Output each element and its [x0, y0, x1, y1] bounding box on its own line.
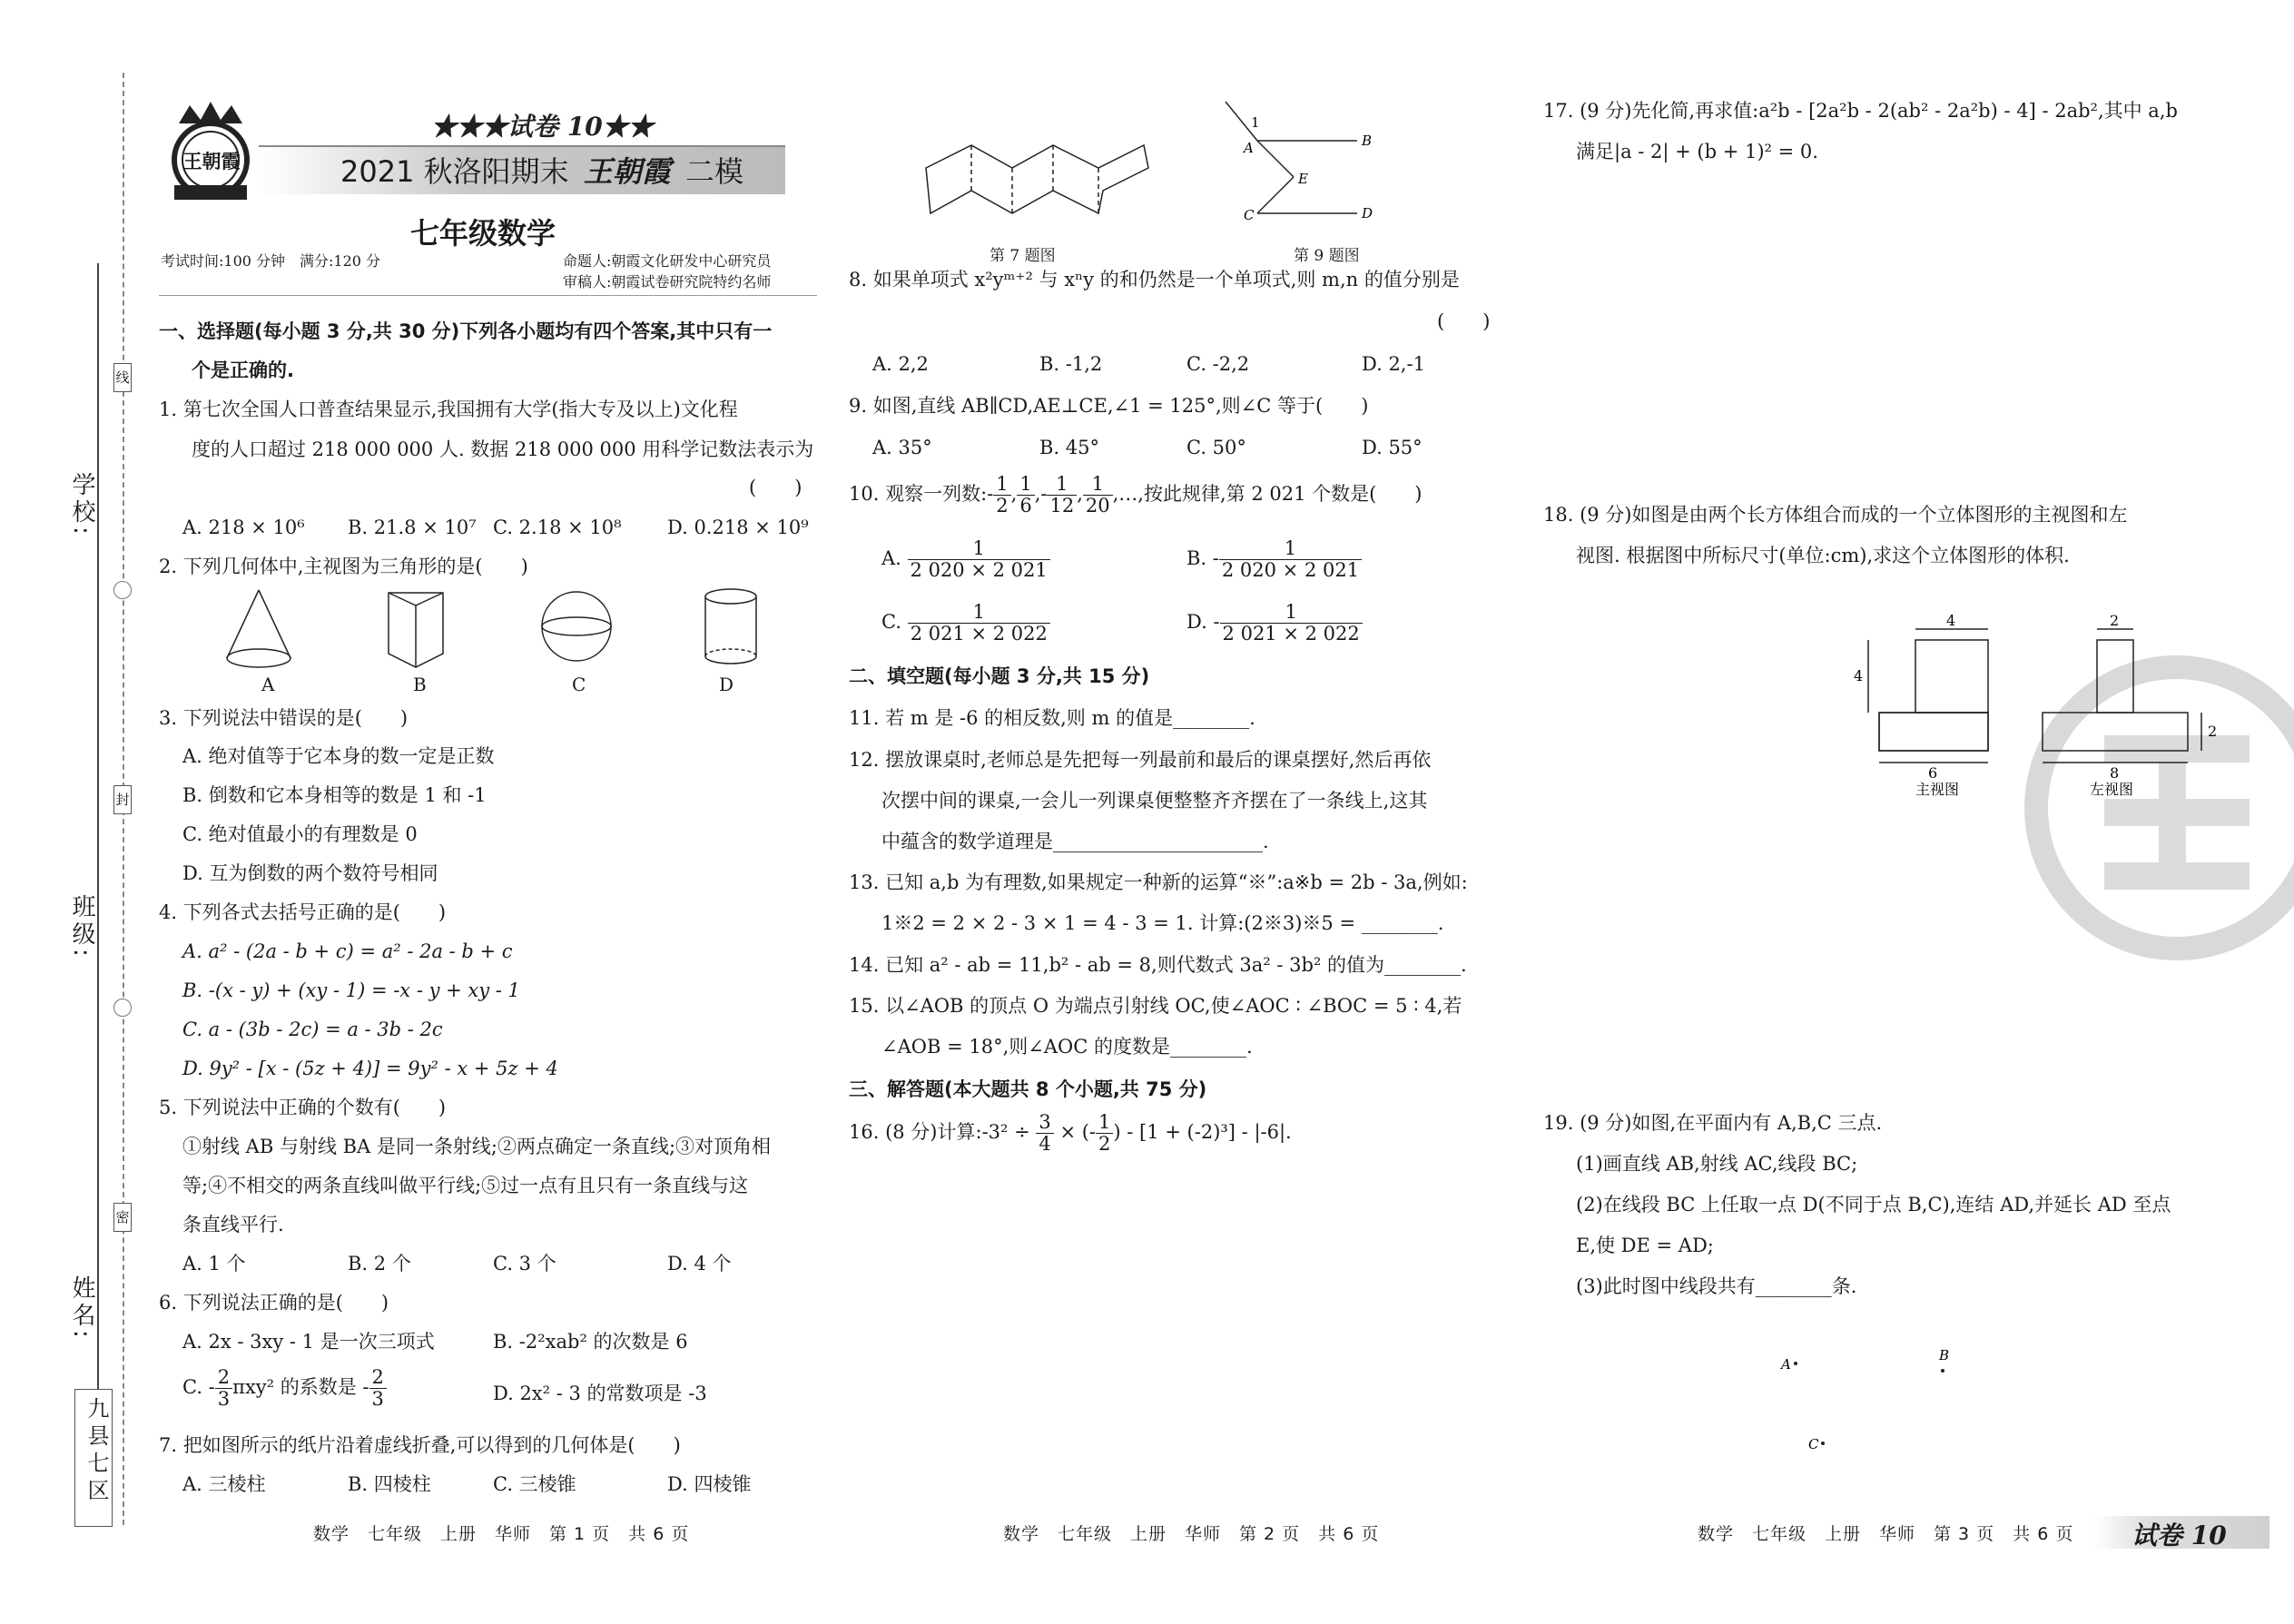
- name-label: 姓名:: [68, 1275, 95, 1342]
- fig18-dim-8: 8: [2110, 764, 2120, 782]
- subject-title: 七年级数学: [410, 216, 556, 251]
- fig18-dim-4-left: 4: [1854, 667, 1864, 684]
- brand-logo: [161, 98, 261, 207]
- q18-line2: 视图. 根据图中所标尺寸(单位:cm),求这个立体图形的体积.: [1576, 545, 2070, 566]
- q12-line1: 12. 摆放课桌时,老师总是先把每一列最前和最后的课桌摆好,然后再依: [849, 749, 1432, 771]
- footer-badge: 试卷 10: [2132, 1521, 2227, 1550]
- q3-option-a: A. 绝对值等于它本身的数一定是正数: [182, 745, 495, 767]
- q6-option-b: B. -2²xab² 的次数是 6: [493, 1331, 688, 1353]
- header-rule: [159, 295, 817, 296]
- q19-line4: E,使 DE = AD;: [1576, 1235, 1714, 1256]
- q19-line5: (3)此时图中线段共有________条.: [1576, 1275, 1857, 1297]
- binding-margin: [0, 0, 154, 1624]
- fig9-label-e: E: [1298, 171, 1308, 187]
- q8-paren: ( ): [1437, 310, 1491, 332]
- q5-line3: 等;④不相交的两条直线叫做平行线;⑤过一点有且只有一条直线与这: [182, 1175, 749, 1196]
- footer-page-2: 数学 七年级 上册 华师 第 2 页 共 6 页: [1003, 1524, 1380, 1544]
- q2-label-c: C: [572, 674, 586, 695]
- fig9-caption: 第 9 题图: [1294, 247, 1360, 265]
- fig9-parallel-lines: [1226, 100, 1371, 222]
- q1-line2: 度的人口超过 218 000 000 人. 数据 218 000 000 用科学记数法表示为: [192, 438, 814, 460]
- tag-seal-2: 密: [113, 1203, 132, 1232]
- q15-line2: ∠AOB = 18°,则∠AOC 的度数是________.: [881, 1036, 1253, 1058]
- q10-option-a: A. $\frac{1}{2 020 \times 2 021}$: [881, 538, 1050, 581]
- section1-title-2: 个是正确的.: [192, 359, 294, 381]
- q10-line1: 10. 观察一列数:- $\frac{1}{2}$ , $\frac{1}{6}$ ,- $\frac{1}{12}$ , $\frac{1}{20}$ ,…,按此规律,第 2 021 个数是( ): [849, 473, 1423, 517]
- region-label: 九县七区: [84, 1397, 109, 1506]
- tag-line: 线: [113, 363, 132, 392]
- q12-line2: 次摆中间的课桌,一会儿一列课桌便整整齐齐摆在了一条线上,这其: [881, 790, 1428, 812]
- q17-line2: 满足|a - 2| + (b + 1)² = 0.: [1576, 141, 1818, 162]
- q7-option-c: C. 三棱锥: [493, 1473, 576, 1495]
- fig18-dim-2-top: 2: [2110, 612, 2120, 629]
- fig18-left-caption: 左视图: [2090, 781, 2134, 798]
- fig7-caption: 第 7 题图: [989, 247, 1056, 265]
- q6-option-c: C. - $\frac{2}{3}$ πxy² 的系数是 - $\frac{2}{3}$: [182, 1367, 387, 1410]
- q9-option-b: B. 45°: [1039, 437, 1100, 458]
- fig9-label-a: A: [1244, 140, 1254, 156]
- class-label: 班级:: [68, 894, 95, 960]
- fig18-dim-6: 6: [1928, 764, 1938, 782]
- column-2: [849, 0, 1502, 1624]
- q9-option-c: C. 50°: [1186, 437, 1246, 458]
- q15-line1: 15. 以∠AOB 的顶点 O 为端点引射线 OC,使∠AOC ∶ ∠BOC = 5 ∶ 4,若: [849, 995, 1462, 1017]
- q1-option-c: C. 2.18 × 10⁸: [493, 517, 622, 538]
- fig9-label-1: 1: [1251, 114, 1260, 131]
- cylinder-shape: [705, 589, 756, 664]
- q5-option-b: B. 2 个: [348, 1253, 411, 1275]
- q12-line3: 中蕴含的数学道理是______________________.: [881, 831, 1269, 852]
- q9-option-d: D. 55°: [1362, 437, 1423, 458]
- q5-option-a: A. 1 个: [182, 1253, 246, 1275]
- q8-option-a: A. 2,2: [872, 353, 929, 375]
- q4-line1: 4. 下列各式去括号正确的是( ): [159, 901, 447, 923]
- section2-title: 二、填空题(每小题 3 分,共 15 分): [849, 665, 1150, 687]
- q1-option-d: D. 0.218 × 10⁹: [667, 517, 809, 538]
- q3-option-b: B. 倒数和它本身相等的数是 1 和 -1: [182, 784, 487, 806]
- q2-line1: 2. 下列几何体中,主视图为三角形的是( ): [159, 556, 528, 577]
- fig9-label-c: C: [1244, 207, 1255, 223]
- q1-option-b: B. 21.8 × 10⁷: [348, 517, 477, 538]
- q4-option-c: C. a - (3b - 2c) = a - 3b - 2c: [182, 1019, 443, 1040]
- q2-label-a: A: [261, 674, 275, 695]
- fig19-label-b: B: [1939, 1347, 1950, 1363]
- logo-text: 王朝霞: [182, 150, 241, 172]
- q4-option-b: B. -(x - y) + (xy - 1) = -x - y + xy - 1: [182, 979, 520, 1001]
- q18-line1: 18. (9 分)如图是由两个长方体组合而成的一个立体图形的主视图和左: [1543, 504, 2128, 526]
- fig19-label-a: A: [1781, 1356, 1791, 1373]
- q10-option-d: D. - $\frac{1}{2 021 \times 2 022}$: [1186, 602, 1363, 645]
- footer-page-3: 数学 七年级 上册 华师 第 3 页 共 6 页: [1698, 1524, 2074, 1544]
- q16: 16. (8 分)计算:-3² ÷ $\frac{3}{4}$ × (- $\frac{1}{2}$ ) - [1 + (-2)³] - |-6|.: [849, 1111, 1292, 1156]
- q7-option-d: D. 四棱锥: [667, 1473, 752, 1495]
- q11: 11. 若 m 是 -6 的相反数,则 m 的值是________.: [849, 707, 1255, 729]
- sphere-shape: [542, 592, 611, 661]
- fig19-points: [1770, 1343, 1952, 1452]
- exam-title-brand: 王朝霞: [583, 154, 671, 189]
- fig18-views: [1852, 613, 2233, 799]
- q8-option-d: D. 2,-1: [1362, 353, 1425, 375]
- q19-line2: (1)画直线 AB,射线 AC,线段 BC;: [1576, 1153, 1858, 1175]
- column-3: [1543, 0, 2269, 1624]
- q13-line1: 13. 已知 a,b 为有理数,如果规定一种新的运算“※”:a※b = 2b - 3a,例如:: [849, 871, 1468, 893]
- q1-option-a: A. 218 × 10⁶: [182, 517, 305, 538]
- time-score: 考试时间:100 分钟 满分:120 分: [161, 252, 381, 270]
- q8-option-b: B. -1,2: [1039, 353, 1103, 375]
- column-1: [159, 0, 817, 1624]
- fig19-label-c: C: [1808, 1436, 1819, 1452]
- q10-option-c: C. $\frac{1}{2 021 \times 2 022}$: [881, 602, 1050, 645]
- q6-option-d: D. 2x² - 3 的常数项是 -3: [493, 1383, 707, 1404]
- q9-line1: 9. 如图,直线 AB∥CD,AE⊥CE,∠1 = 125°,则∠C 等于( ): [849, 395, 1369, 417]
- region-box: [74, 1389, 113, 1527]
- section1-title: 一、选择题(每小题 3 分,共 30 分)下列各小题均有四个答案,其中只有一: [159, 320, 773, 342]
- q7-option-a: A. 三棱柱: [182, 1473, 266, 1495]
- q17-line1: 17. (9 分)先化简,再求值:a²b - [2a²b - 2(ab² - 2a²b) - 4] - 2ab²,其中 a,b: [1543, 100, 2178, 122]
- q19-line3: (2)在线段 BC 上任取一点 D(不同于点 B,C),连结 AD,并延长 AD 至点: [1576, 1194, 2171, 1216]
- q1-paren: ( ): [749, 477, 802, 498]
- exam-title-left: 2021 秋洛阳期末: [340, 154, 569, 189]
- q3-option-d: D. 互为倒数的两个数符号相同: [182, 862, 438, 884]
- q9-option-a: A. 35°: [872, 437, 932, 458]
- cone-shape: [227, 590, 290, 667]
- paper-number: ★★★试卷 10★★: [431, 112, 654, 142]
- q14: 14. 已知 a² - ab = 11,b² - ab = 8,则代数式 3a² - 3b² 的值为________.: [849, 954, 1467, 976]
- binding-hole-icon: [113, 999, 132, 1017]
- reviewer: 审稿人:朝霞试卷研究院特约名师: [563, 273, 772, 290]
- exam-title: [340, 149, 743, 191]
- section3-title: 三、解答题(本大题共 8 个小题,共 75 分): [849, 1078, 1207, 1100]
- fig9-label-d: D: [1362, 205, 1373, 221]
- q19-line1: 19. (9 分)如图,在平面内有 A,B,C 三点.: [1543, 1112, 1883, 1134]
- q7-line1: 7. 把如图所示的纸片沿着虚线折叠,可以得到的几何体是( ): [159, 1434, 681, 1456]
- q10-option-b: B. - $\frac{1}{2 020 \times 2 021}$: [1186, 538, 1362, 581]
- fig9-label-b: B: [1362, 133, 1373, 149]
- q5-line2: ①射线 AB 与射线 BA 是同一条射线;②两点确定一条直线;③对顶角相: [182, 1136, 772, 1157]
- q5-line1: 5. 下列说法中正确的个数有( ): [159, 1097, 447, 1118]
- q8-option-c: C. -2,2: [1186, 353, 1250, 375]
- q6-line1: 6. 下列说法正确的是( ): [159, 1292, 389, 1314]
- school-label: 学校:: [68, 472, 95, 538]
- q8-line1: 8. 如果单项式 x²yᵐ⁺² 与 xⁿy 的和仍然是一个单项式,则 m,n 的值分别是: [849, 269, 1460, 290]
- q3-option-c: C. 绝对值最小的有理数是 0: [182, 823, 418, 845]
- q2-label-d: D: [719, 674, 734, 695]
- tag-seal: 封: [113, 785, 132, 814]
- fig7-folding-paper: [921, 127, 1157, 218]
- q7-option-b: B. 四棱柱: [348, 1473, 431, 1495]
- prism-shape: [389, 593, 443, 667]
- setter: 命题人:朝霞文化研发中心研究员: [563, 252, 772, 270]
- q5-option-d: D. 4 个: [667, 1253, 732, 1275]
- q2-label-b: B: [413, 674, 427, 695]
- q2-solids-figure: [222, 586, 803, 685]
- q13-line2: 1※2 = 2 × 2 - 3 × 1 = 4 - 3 = 1. 计算:(2※3)※5 = ________.: [881, 912, 1444, 934]
- fig18-main-caption: 主视图: [1915, 781, 1960, 798]
- binding-hole-icon: [113, 581, 132, 599]
- fig18-dim-2-right: 2: [2208, 723, 2218, 740]
- fig18-dim-4-top: 4: [1946, 612, 1956, 629]
- q5-line4: 条直线平行.: [182, 1214, 284, 1235]
- binding-solid-line: [97, 263, 99, 1398]
- exam-title-right: 二模: [684, 154, 743, 189]
- q4-option-d: D. 9y² - [x - (5z + 4)] = 9y² - x + 5z + 4: [182, 1058, 558, 1079]
- q6-option-a: A. 2x - 3xy - 1 是一次三项式: [182, 1331, 435, 1353]
- q3-line1: 3. 下列说法中错误的是( ): [159, 707, 409, 729]
- q5-option-c: C. 3 个: [493, 1253, 556, 1275]
- q4-option-a: A. a² - (2a - b + c) = a² - 2a - b + c: [182, 940, 513, 962]
- q1-line1: 1. 第七次全国人口普查结果显示,我国拥有大学(指大专及以上)文化程: [159, 399, 738, 420]
- footer-page-1: 数学 七年级 上册 华师 第 1 页 共 6 页: [313, 1524, 690, 1544]
